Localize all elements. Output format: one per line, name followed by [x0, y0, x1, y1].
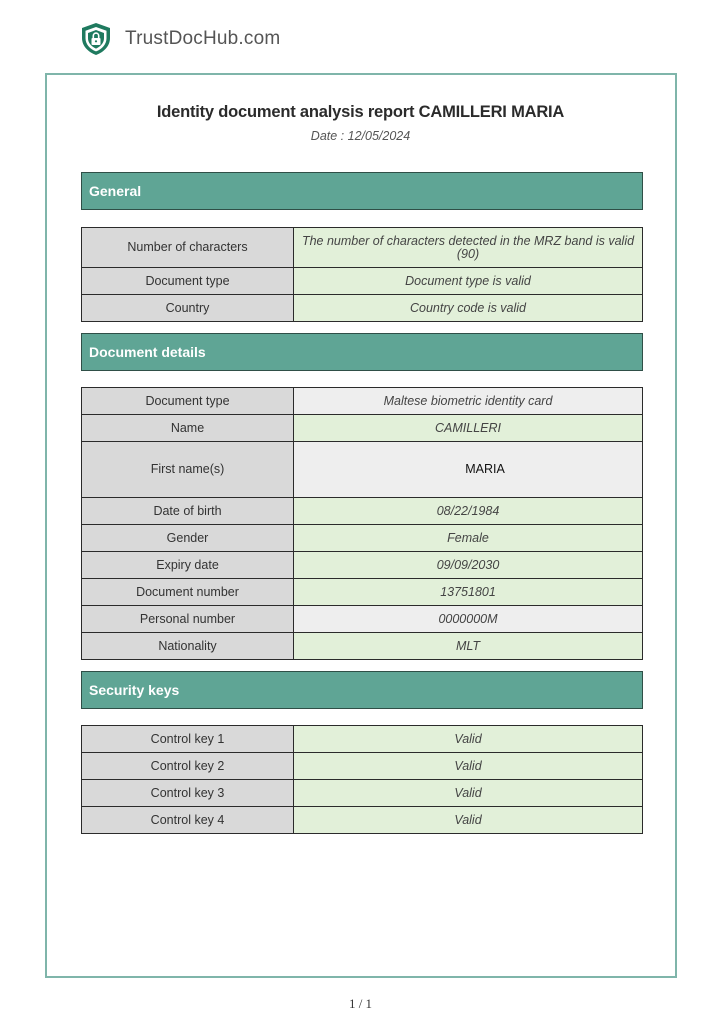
brand-name[interactable]: TrustDocHub.com [125, 28, 281, 49]
table-row [82, 295, 643, 322]
report-title: Identity document analysis report CAMILLERI MARIA [156, 103, 565, 121]
row-label: Country [82, 295, 294, 322]
security-keys-table [81, 725, 643, 834]
row-value: Female [294, 525, 643, 552]
report-date: Date : 12/05/2024 [310, 129, 411, 143]
row-label: Name [82, 415, 294, 442]
row-label: Expiry date [82, 552, 294, 579]
row-label: First name(s) [82, 442, 294, 498]
row-label: Date of birth [82, 498, 294, 525]
brand-header [80, 22, 280, 56]
table-row [82, 415, 643, 442]
row-value: Document type is valid [294, 268, 643, 295]
row-value: Valid [294, 753, 643, 780]
row-value: Valid [294, 807, 643, 834]
table-row [82, 388, 643, 415]
row-value: CAMILLERI [294, 415, 643, 442]
table-row [82, 442, 643, 498]
row-label: Gender [82, 525, 294, 552]
page-number: 1 / 1 [348, 996, 373, 1011]
row-label: Control key 3 [82, 780, 294, 807]
row-label: Document type [82, 268, 294, 295]
table-row [82, 552, 643, 579]
section-header-security-keys: Security keys [81, 671, 643, 709]
row-value: 08/22/1984 [294, 498, 643, 525]
row-label: Document type [82, 388, 294, 415]
table-row [82, 807, 643, 834]
row-value: MARIA [294, 442, 643, 498]
table-row [82, 633, 643, 660]
row-value: Maltese biometric identity card [294, 388, 643, 415]
row-label: Control key 2 [82, 753, 294, 780]
table-row [82, 726, 643, 753]
row-value: Country code is valid [294, 295, 643, 322]
document-details-table [81, 387, 643, 660]
row-value: 13751801 [294, 579, 643, 606]
general-table [81, 227, 643, 322]
shield-lock-icon [80, 22, 112, 56]
table-row [82, 525, 643, 552]
table-row [82, 606, 643, 633]
row-value: 09/09/2030 [294, 552, 643, 579]
row-label: Number of characters [82, 228, 294, 268]
row-value: Valid [294, 780, 643, 807]
row-label: Document number [82, 579, 294, 606]
table-row [82, 780, 643, 807]
table-row [82, 268, 643, 295]
row-label: Personal number [82, 606, 294, 633]
table-row [82, 228, 643, 268]
table-row [82, 579, 643, 606]
section-header-document-details: Document details [81, 333, 643, 371]
row-label: Nationality [82, 633, 294, 660]
table-row [82, 498, 643, 525]
table-row [82, 753, 643, 780]
row-label: Control key 1 [82, 726, 294, 753]
row-label: Control key 4 [82, 807, 294, 834]
row-value: The number of characters detected in the MRZ band is valid (90) [294, 228, 643, 268]
row-value: Valid [294, 726, 643, 753]
row-value: MLT [294, 633, 643, 660]
row-value: 0000000M [294, 606, 643, 633]
section-header-general: General [81, 172, 643, 210]
